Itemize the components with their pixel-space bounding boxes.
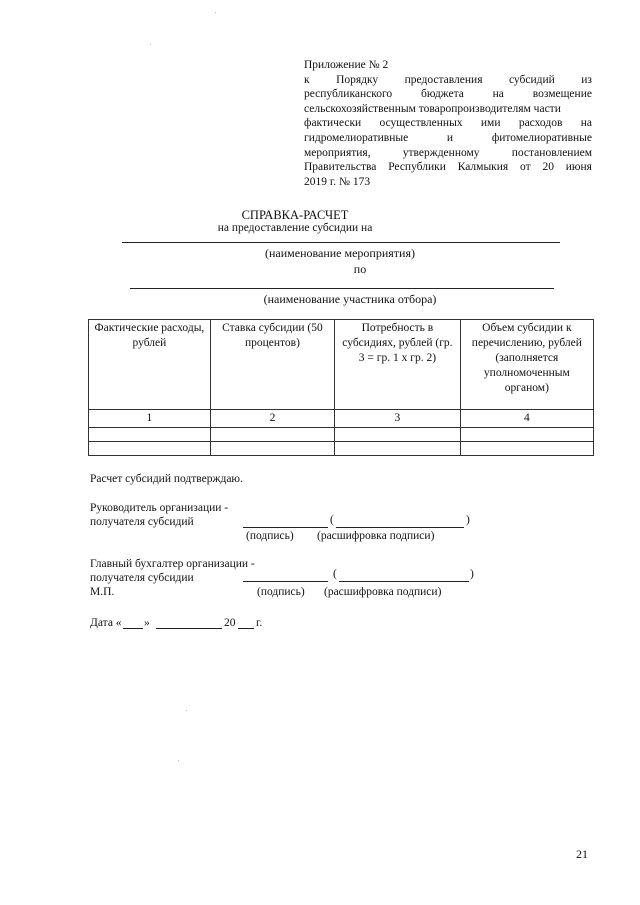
scan-speck xyxy=(178,760,179,761)
page-number: 21 xyxy=(576,847,588,861)
appendix-word: осуществленных xyxy=(379,117,463,130)
table-cell xyxy=(460,428,593,442)
appendix-text xyxy=(304,73,592,190)
appendix-block xyxy=(304,58,592,189)
head-paren-close: ) xyxy=(466,514,470,526)
appendix-title: Приложение № 2 xyxy=(304,59,389,71)
table-row xyxy=(89,428,594,442)
appendix-word: гидромелиоративные xyxy=(304,131,409,144)
header-subsidy-rate: Ставка субсидии (50 процентов) xyxy=(210,320,334,410)
appendix-word: к xyxy=(304,73,310,86)
appendix-word: 2019 г. № 173 xyxy=(304,175,371,188)
appendix-word: республиканского xyxy=(304,88,393,101)
appendix-line xyxy=(304,102,592,117)
appendix-word: и xyxy=(446,131,454,144)
accountant-decode-label: (расшифровка подписи) xyxy=(324,586,442,598)
appendix-word: расходов xyxy=(518,117,563,130)
head-title-line1: Руководитель организации - xyxy=(90,502,229,514)
appendix-word: от xyxy=(520,161,531,174)
table-cell xyxy=(210,428,334,442)
accountant-paren-close: ) xyxy=(470,568,474,580)
table-header-row xyxy=(89,320,594,410)
appendix-word: бюджета xyxy=(420,88,464,101)
appendix-word: Порядку xyxy=(336,73,379,86)
appendix-word: из xyxy=(581,73,592,86)
confirmation-text: Расчет субсидий подтверждаю. xyxy=(90,473,243,485)
appendix-word: субсидий xyxy=(508,73,555,86)
stamp-place-label: М.П. xyxy=(90,586,115,598)
scan-speck xyxy=(215,12,216,13)
accountant-title-line1: Главный бухгалтер организации - xyxy=(90,558,255,570)
column-number: 1 xyxy=(89,410,211,428)
appendix-line xyxy=(304,87,592,102)
appendix-word: возмещение xyxy=(532,88,592,101)
date-year-prefix: 20 xyxy=(224,617,236,629)
scan-speck xyxy=(186,710,187,711)
head-decode-label: (расшифровка подписи) xyxy=(317,530,435,542)
accountant-paren-open: ( xyxy=(333,568,337,580)
table-cell xyxy=(210,442,334,456)
event-name-label: (наименование мероприятия) xyxy=(265,246,415,260)
accountant-sign-label: (подпись) xyxy=(257,586,305,598)
date-month-line xyxy=(156,628,222,629)
appendix-line xyxy=(304,131,592,146)
table-cell xyxy=(89,442,211,456)
appendix-line xyxy=(304,175,592,190)
head-paren-open: ( xyxy=(330,514,334,526)
event-name-line xyxy=(122,242,560,243)
accountant-title-line2: получателя субсидии xyxy=(90,572,194,584)
subsidy-calc-table xyxy=(88,319,594,456)
appendix-line xyxy=(304,160,592,175)
appendix-word: сельскохозяйственным товаропроизводителям части xyxy=(304,102,561,115)
appendix-word: Калмыкия xyxy=(457,161,509,174)
appendix-word: Правительства xyxy=(304,161,377,174)
appendix-word: июня xyxy=(565,161,592,174)
table-cell xyxy=(335,428,461,442)
appendix-word: на xyxy=(492,88,504,101)
head-signature-line xyxy=(243,527,328,528)
appendix-word: предоставления xyxy=(404,73,483,86)
header-actual-expenses: Фактические расходы, рублей xyxy=(89,320,211,410)
table-cell xyxy=(335,442,461,456)
scan-speck xyxy=(150,44,151,45)
appendix-line xyxy=(304,116,592,131)
appendix-word: на xyxy=(580,117,592,130)
appendix-word: фитомелиоративные xyxy=(491,131,592,144)
accountant-signature-line xyxy=(243,581,328,582)
accountant-decode-line xyxy=(339,581,469,582)
participant-name-label: (наименование участника отбора) xyxy=(263,292,437,306)
column-number: 3 xyxy=(335,410,461,428)
date-day-line xyxy=(123,628,143,629)
appendix-word: постановлением xyxy=(511,146,592,159)
appendix-word: Республики xyxy=(388,161,446,174)
document-title: СПРАВКА-РАСЧЕТ xyxy=(241,208,349,222)
table-cell xyxy=(89,428,211,442)
appendix-word: фактически xyxy=(304,117,362,130)
date-mid: » xyxy=(144,617,150,629)
head-sign-label: (подпись) xyxy=(246,530,294,542)
date-prefix: Дата « xyxy=(90,617,122,629)
table-cell xyxy=(460,442,593,456)
column-number: 2 xyxy=(210,410,334,428)
appendix-word: мероприятия, xyxy=(304,146,371,159)
head-decode-line xyxy=(336,527,464,528)
appendix-word: 20 xyxy=(542,161,554,174)
header-subsidy-need: Потребность в субсидиях, рублей (гр. 3 = гр. 1 x гр. 2) xyxy=(335,320,461,410)
appendix-line xyxy=(304,146,592,161)
date-suffix: г. xyxy=(256,617,263,629)
appendix-word: утвержденному xyxy=(402,146,480,159)
po-label: по xyxy=(353,262,367,276)
column-number-row xyxy=(89,410,594,428)
head-title-line2: получателя субсидий xyxy=(90,516,194,528)
column-number: 4 xyxy=(460,410,593,428)
participant-name-line xyxy=(130,288,554,289)
appendix-word: ими xyxy=(480,117,501,130)
appendix-line xyxy=(304,73,592,88)
date-year-line xyxy=(238,628,254,629)
header-subsidy-volume: Объем субсидии к перечислению, рублей (заполняется уполномоченным органом) xyxy=(460,320,593,410)
document-subtitle: на предоставление субсидии на xyxy=(217,222,373,234)
table-row xyxy=(89,442,594,456)
